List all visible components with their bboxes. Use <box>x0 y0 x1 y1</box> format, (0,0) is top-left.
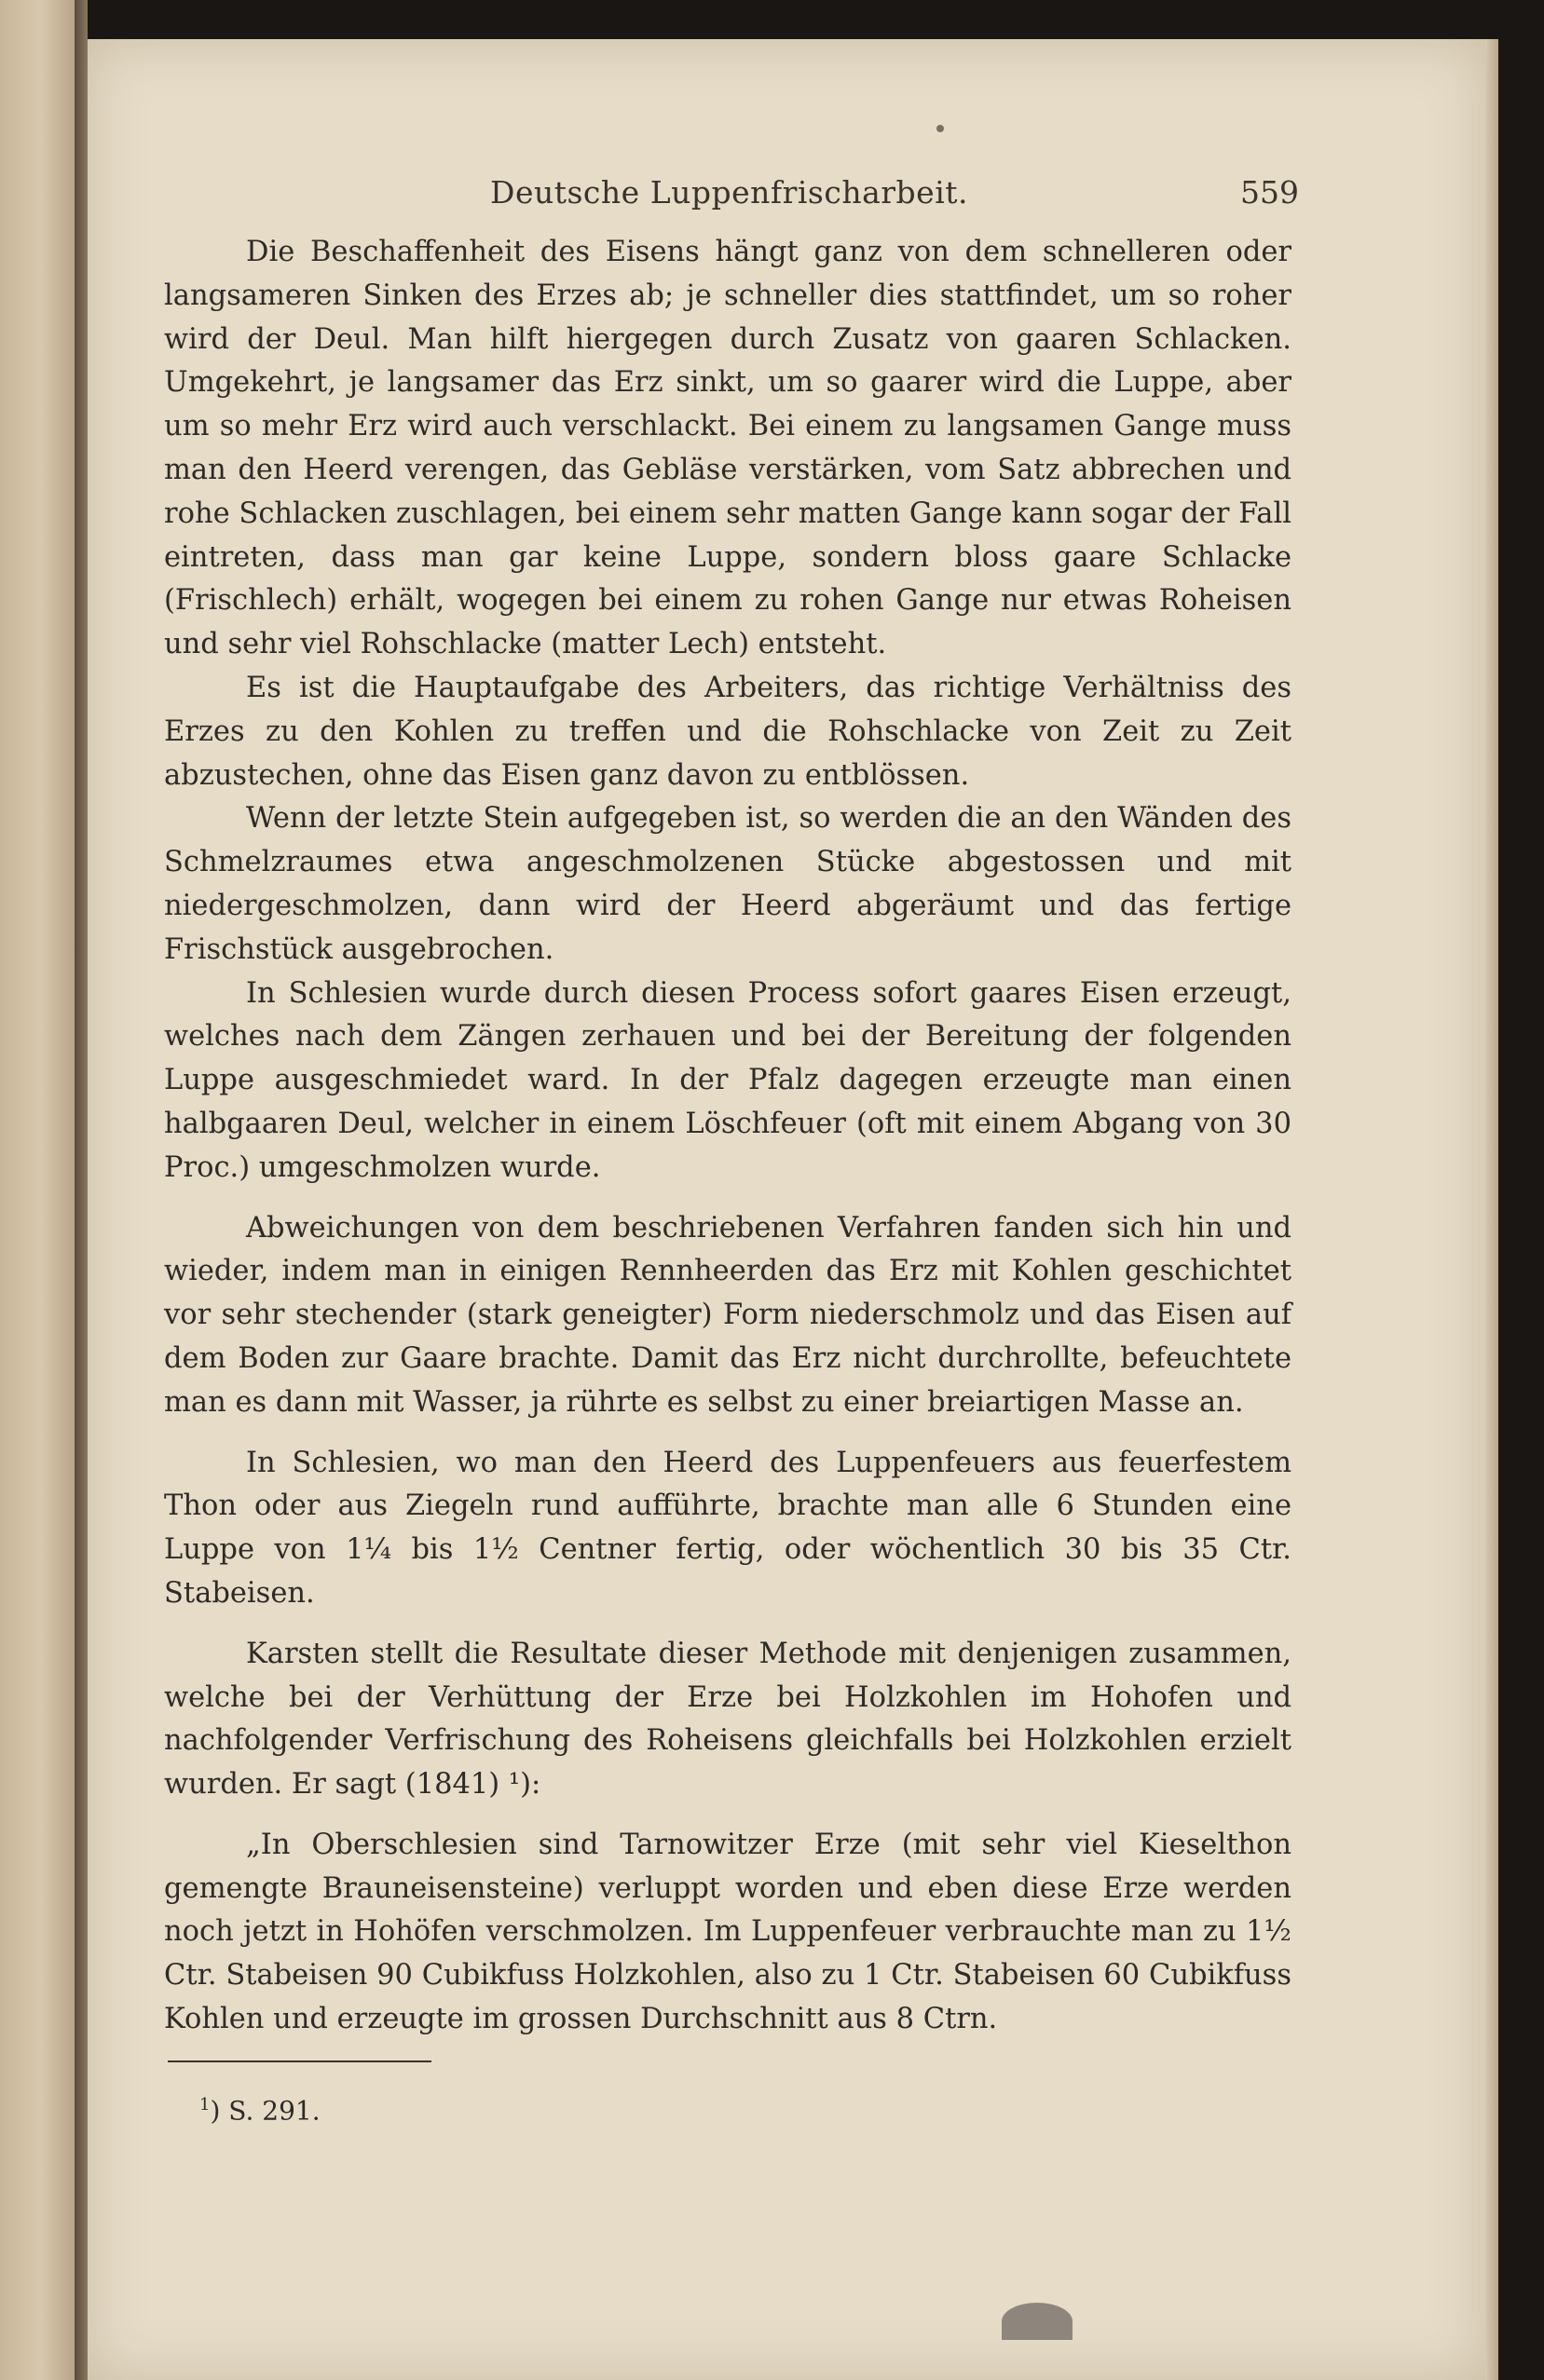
previous-page-edge <box>0 0 75 2380</box>
paragraph: Die Beschaffenheit des Eisens hängt ganz von dem schnelleren oder langsameren Sinken des Erzes ab; je schneller dies stattfindet, um so roher wird der Deul. Man hilft hiergegen durch Zusatz von gaaren Schlacken. Umgekehrt, je langsamer das Erz sinkt, um so gaarer wird die Luppe, aber um so mehr Erz wird auch verschlackt. Bei einem zu langsamen Gange muss man den Heerd verengen, das Gebläse verstärken, vom Satz abbrechen und rohe Schlacken zuschlagen, bei einem sehr matten Gange kann sogar der Fall eintreten, dass man gar keine Luppe, sondern bloss gaare Schlacke (Frischlech) erhält, wogegen bei einem zu rohen Gange nur etwas Roheisen und sehr viel Rohschlacke (matter Lech) entsteht. <box>164 236 1291 661</box>
paragraph: In Schlesien wurde durch diesen Process sofort gaares Eisen erzeugt, welches nach dem Zängen zerhauen und bei der Bereitung der folgenden Luppe ausgeschmiedet ward. In der Pfalz dagegen erzeugte man einen halbgaaren Deul, welcher in einem Löschfeuer (oft mit einem Abgang von 30 Proc.) umgeschmolzen wurde. <box>164 976 1291 1184</box>
paper-speck <box>936 125 944 132</box>
paragraph: Karsten stellt die Resultate dieser Methode mit denjenigen zusammen, welche bei der Verhüttung der Erze bei Holzkohlen im Hohofen und nachfolgender Verfrischung des Roheisens gleichfalls bei Holzkohlen erzielt wurden. Er sagt (1841) ¹): <box>164 1637 1291 1802</box>
page-stack-edge <box>1485 39 1498 2380</box>
footnote <box>199 2087 321 2129</box>
footnote-marker: 1 <box>199 2095 211 2115</box>
page-number: 559 <box>1240 174 1299 211</box>
book-gutter <box>75 0 88 2380</box>
paragraph: Abweichungen von dem beschriebenen Verfahren fanden sich hin und wieder, indem man in einigen Rennheerden das Erz mit Kohlen geschichtet vor sehr stechender (stark geneigter) Form niederschmolz und das Eisen auf dem Boden zur Gaare brachte. Damit das Erz nicht durchrollte, befeuchtete man es dann mit Wasser, ja rührte es selbst zu einer breiartigen Masse an. <box>164 1211 1291 1419</box>
footnote-text: ) S. 291. <box>210 2095 321 2127</box>
paragraph: Es ist die Hauptaufgabe des Arbeiters, das richtige Verhältniss des Erzes zu den Kohlen zu treffen und die Rohschlacke von Zeit zu Zeit abzustechen, ohne das Eisen ganz davon zu entblössen. <box>164 671 1291 792</box>
page-smudge <box>1002 2303 1073 2340</box>
page-header <box>490 171 1299 214</box>
paragraph: In Schlesien, wo man den Heerd des Luppenfeuers aus feuerfestem Thon oder aus Ziegeln rund aufführte, brachte man alle 6 Stunden eine Luppe von 1¼ bis 1½ Centner fertig, oder wöchentlich 30 bis 35 Ctr. Stabeisen. <box>164 1446 1291 1610</box>
paragraph: Wenn der letzte Stein aufgegeben ist, so werden die an den Wänden des Schmelzraumes etwa angeschmolzenen Stücke abgestossen und mit niedergeschmolzen, dann wird der Heerd abgeräumt und das fertige Frischstück ausgebrochen. <box>164 802 1291 966</box>
paragraph: „In Oberschlesien sind Tarnowitzer Erze (mit sehr viel Kieselthon gemengte Brauneisensteine) verluppt worden und eben diese Erze werden noch jetzt in Hohöfen verschmolzen. Im Luppenfeuer verbrauchte man zu 1½ Ctr. Stabeisen 90 Cubikfuss Holzkohlen, also zu 1 Ctr. Stabeisen 60 Cubikfuss Kohlen und erzeugte im grossen Durchschnitt aus 8 Ctrn. <box>164 1828 1291 2036</box>
running-title: Deutsche Luppenfrischarbeit. <box>490 174 969 211</box>
footnote-rule <box>168 2060 431 2062</box>
body-text <box>164 231 1291 2042</box>
